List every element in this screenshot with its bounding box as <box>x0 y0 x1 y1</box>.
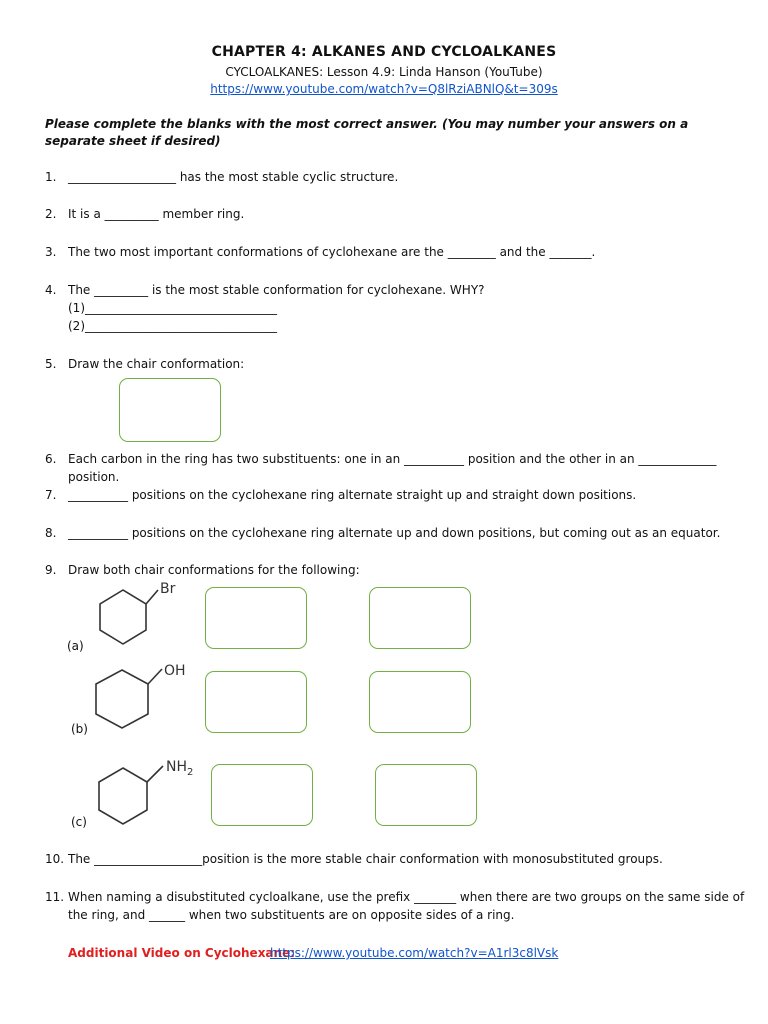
q6-number: 6. <box>45 452 57 466</box>
q9b-drawing-box-1[interactable] <box>205 671 307 733</box>
q3-number: 3. <box>45 245 57 259</box>
q8-number: 8. <box>45 526 57 540</box>
q9c-drawing-box-2[interactable] <box>375 764 477 826</box>
page-title: CHAPTER 4: ALKANES AND CYCLOALKANES <box>211 44 557 60</box>
q9b-drawing-box-2[interactable] <box>369 671 471 733</box>
q11-number: 11. <box>45 890 65 904</box>
lesson-video-link[interactable]: https://www.youtube.com/watch?v=Q8lRziABNlQ&t=309s <box>210 82 558 96</box>
q5-text: Draw the chair conformation: <box>68 357 245 371</box>
q9a-label: (a) <box>67 639 84 653</box>
q1-number: 1. <box>45 170 57 184</box>
q3-text: The two most important conformations of cyclohexane are the ________ and the _______. <box>68 245 596 259</box>
q5-number: 5. <box>45 357 57 371</box>
q6-text-continued: position. <box>68 470 120 484</box>
instructions: Please complete the blanks with the most correct answer. (You may number your answers on a separate sheet if desired) <box>45 117 689 148</box>
q9a-drawing-box-2[interactable] <box>369 587 471 649</box>
substituent-br-label: Br <box>160 581 176 597</box>
q4-answer-line-1: (1)________________________________ <box>68 301 277 315</box>
substituent-nh-label: NH <box>166 759 187 775</box>
page-subtitle: CYCLOALKANES: Lesson 4.9: Linda Hanson (YouTube) <box>225 65 543 79</box>
q5-drawing-box[interactable] <box>119 378 221 442</box>
substituent-oh-label: OH <box>164 663 186 679</box>
substituent-subscript: 2 <box>187 767 194 778</box>
q4-text: The _________ is the most stable conformation for cyclohexane. WHY? <box>68 283 485 297</box>
cyclohexylamine-structure <box>90 754 202 830</box>
q1-text: __________________ has the most stable cyclic structure. <box>68 170 399 184</box>
q2-text: It is a _________ member ring. <box>68 207 245 221</box>
q2-number: 2. <box>45 207 57 221</box>
q6-text: Each carbon in the ring has two substituents: one in an __________ position and the other in an _____________ <box>68 452 717 466</box>
q4-answer-line-2: (2)________________________________ <box>68 319 277 333</box>
cyclohexanol-structure <box>86 658 196 738</box>
q9b-label: (b) <box>71 722 88 736</box>
q8-text: __________ positions on the cyclohexane ring alternate up and down positions, but coming out as an equator. <box>68 526 721 540</box>
q4-number: 4. <box>45 283 57 297</box>
q11-text-continued: the ring, and ______ when two substituents are on opposite sides of a ring. <box>68 908 515 922</box>
q9c-drawing-box-1[interactable] <box>211 764 313 826</box>
svg-text:NH2 <box>166 759 193 778</box>
q10-number: 10. <box>45 852 65 866</box>
q9-number: 9. <box>45 563 57 577</box>
q9a-drawing-box-1[interactable] <box>205 587 307 649</box>
q9-text: Draw both chair conformations for the following: <box>68 563 360 577</box>
additional-video-link[interactable]: https://www.youtube.com/watch?v=A1rl3c8lVsk <box>270 946 559 960</box>
q7-text: __________ positions on the cyclohexane ring alternate straight up and straight down positions. <box>68 488 637 502</box>
bromocyclohexane-structure <box>90 576 190 646</box>
q11-text: When naming a disubstituted cycloalkane, use the prefix _______ when there are two groups on the same side of <box>68 890 745 904</box>
q9c-label: (c) <box>71 815 87 829</box>
q7-number: 7. <box>45 488 57 502</box>
q10-text: The __________________position is the more stable chair conformation with monosubstituted groups. <box>68 852 663 866</box>
additional-video-label: Additional Video on Cyclohexane: <box>68 946 296 960</box>
